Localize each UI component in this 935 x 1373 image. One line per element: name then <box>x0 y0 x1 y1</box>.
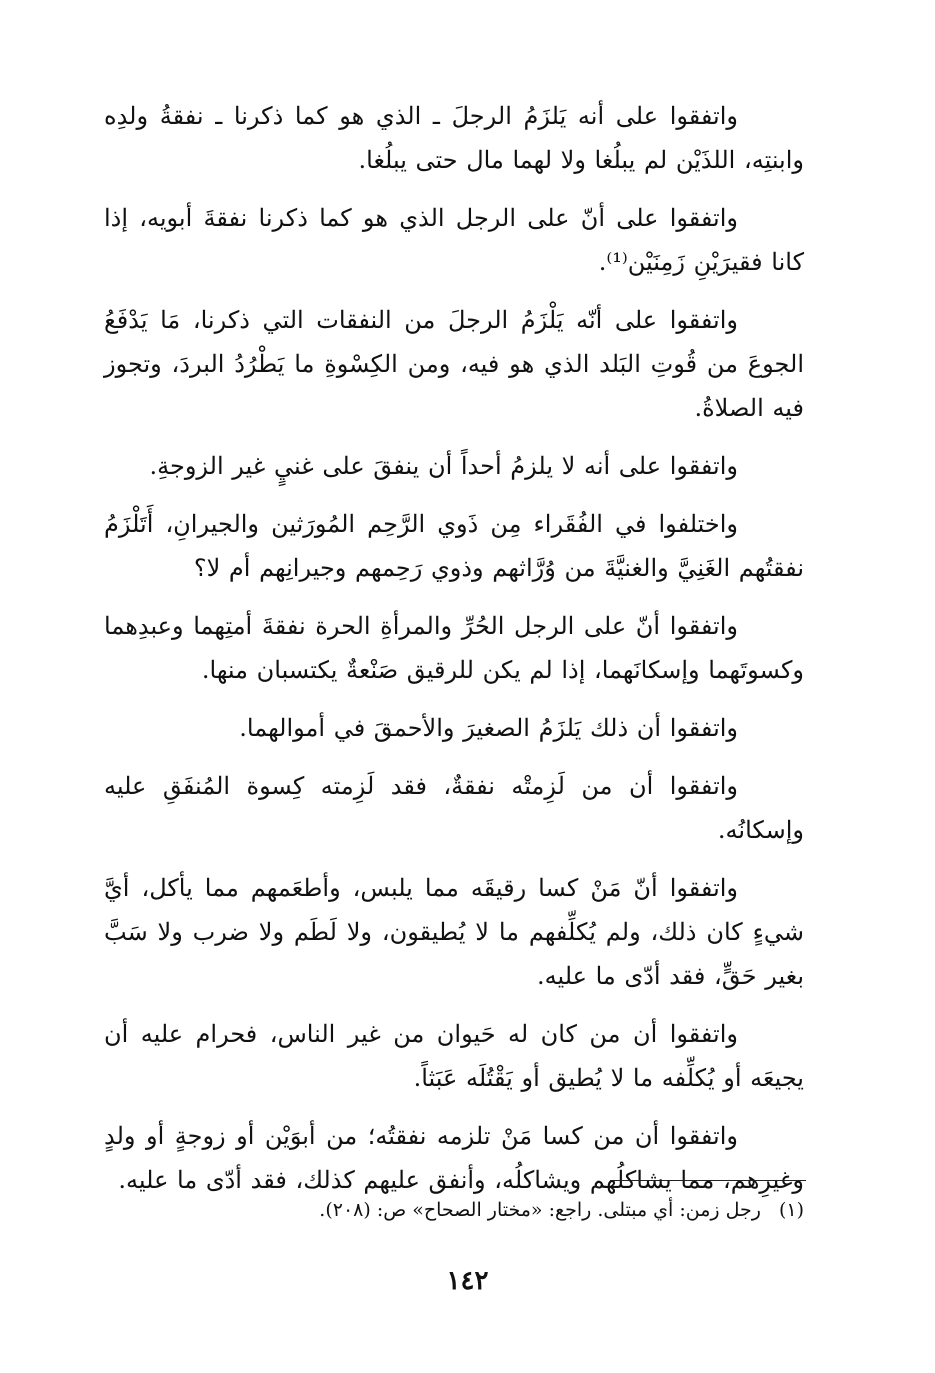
paragraph-8: واتفقوا أن من لَزِمتْه نفقةٌ، فقد لَزِمته كِسوة المُنفَقِ عليه وإسكانُه. <box>104 772 804 844</box>
paragraph-2: واتفقوا على أنّ على الرجل الذي هو كما ذكرنا نفقةَ أبويه، إذا كانا فقيرَيْنِ زَمِنَيْن⁽¹⁾. <box>104 204 804 276</box>
page-number: ١٤٢ <box>446 1266 489 1296</box>
paragraph-11: واتفقوا أن من كسا مَنْ تلزمه نفقتُه؛ من أبوَيْن أو زوجةٍ أو ولدٍ وغيرِهم، مما يشاكلُهم ويشاكلُه، وأنفق عليهم كذلك، فقد أدّى ما عليه. <box>104 1122 804 1194</box>
paragraph-1: واتفقوا على أنه يَلزَمُ الرجلَ ـ الذي هو كما ذكرنا ـ نفقةُ ولدِه وابنتِه، اللذَيْن لم يبلُغا ولا لهما مال حتى يبلُغا. <box>104 102 804 174</box>
footnote-divider <box>610 1180 806 1181</box>
paragraph-6: واتفقوا أنّ على الرجل الحُرِّ والمرأةِ الحرة نفقةَ أمتِهما وعبدِهما وكسوتَهما وإسكانَهما، إذا لم يكن للرقيق صَنْعةٌ يكتسبان منها. <box>104 612 804 684</box>
main-text-block <box>104 94 804 1216</box>
paragraph-9: واتفقوا أنّ مَنْ كسا رقيقَه مما يلبس، وأطعَمهم مما يأكل، أيَّ شيءٍ كان ذلك، ولم يُكلِّفهم ما لا يُطيقون، ولا لَطَم ولا ضرب ولا سَبَّ بغير حَقٍّ، فقد أدّى ما عليه. <box>104 874 804 990</box>
footnote-text: رجل زمن: أي مبتلى. راجع: «مختار الصحاح» ص: (٢٠٨). <box>319 1199 761 1221</box>
paragraph-10: واتفقوا أن من كان له حَيوان من غير الناس، فحرام عليه أن يجيعَه أو يُكلِّفه ما لا يُطيق أو يَقْتُلَه عَبَثاً. <box>104 1020 804 1092</box>
footnote <box>104 1194 804 1226</box>
footnote-marker: (١) <box>778 1199 804 1221</box>
paragraph-4: واتفقوا على أنه لا يلزمُ أحداً أن ينفقَ على غنيٍ غير الزوجةِ. <box>149 452 738 480</box>
paragraph-3: واتفقوا على أنّه يَلْزَمُ الرجلَ من النفقات التي ذكرنا، مَا يَدْفَعُ الجوعَ من قُوتِ البَلد الذي هو فيه، ومن الكِسْوةِ ما يَطْرُدُ البردَ، وتجوز فيه الصلاةُ. <box>104 306 804 422</box>
paragraph-5: واختلفوا في الفُقَراء مِن ذَوي الرَّحِم المُورَثين والجيرانِ، أَتَلْزَمُ نفقتُهم الغَنِيَّ والغنيَّةَ من وُرَّاثهم وذوي رَحِمهم وجيرانِهم أم لا؟ <box>104 510 804 582</box>
paragraph-7: واتفقوا أن ذلك يَلزَمُ الصغيرَ والأحمقَ في أموالهما. <box>239 714 738 742</box>
